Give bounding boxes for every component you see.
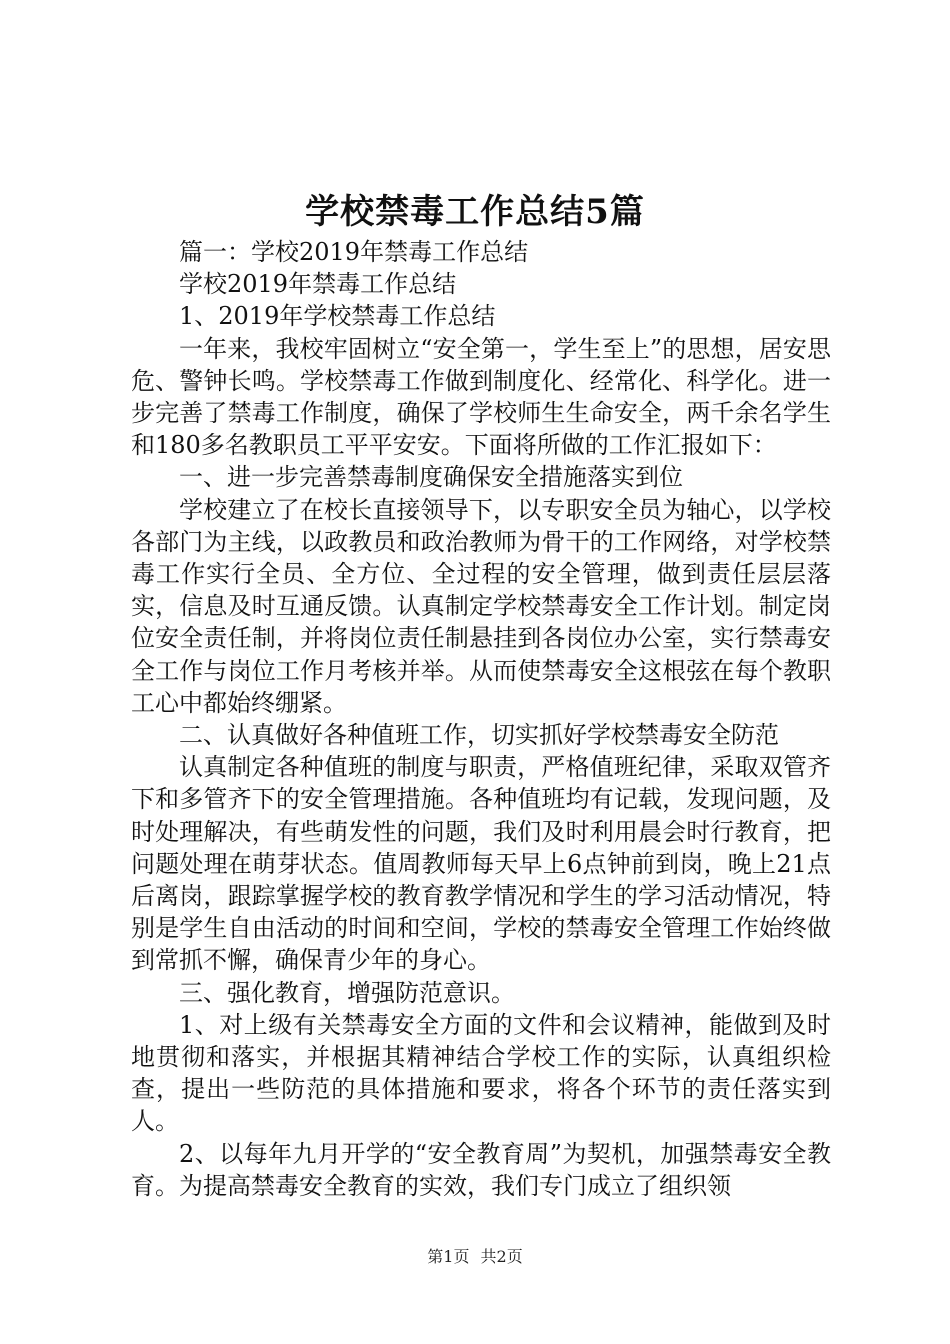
document-body [131,236,831,1202]
paragraph: 认真制定各种值班的制度与职责，严格值班纪律，采取双管齐下和多管齐下的安全管理措施。各种值班均有记载，发现问题，及时处理解决，有些萌发性的问题，我们及时利用晨会时行教育，把问题处理在萌芽状态。值周教师每天早上6点钟前到岗，晚上21点后离岗，跟踪掌握学校的教育教学情况和学生的学习活动情况，特别是学生自由活动的时间和空间，学校的禁毒安全管理工作始终做到常抓不懈，确保青少年的身心。 [131,753,831,975]
paragraph: 学校建立了在校长直接领导下，以专职安全员为轴心，以学校各部门为主线，以政教员和政治教师为骨干的工作网络，对学校禁毒工作实行全员、全方位、全过程的安全管理，做到责任层层落实，信息及时互通反馈。认真制定学校禁毒安全工作计划。制定岗位安全责任制，并将岗位责任制悬挂到各岗位办公室，实行禁毒安全工作与岗位工作月考核并举。从而使禁毒安全这根弦在每个教职工心中都始终绷紧。 [131,495,831,717]
paragraph: 三、强化教育，增强防范意识。 [179,978,515,1007]
paragraph: 一、进一步完善禁毒制度确保安全措施落实到位 [179,463,683,492]
page-number: 第1页 [427,1247,470,1266]
page-footer [0,1244,950,1267]
paragraph: 篇一：学校2019年禁毒工作总结 [179,238,529,266]
paragraph: 学校2019年禁毒工作总结 [179,270,457,299]
paragraph: 二、认真做好各种值班工作，切实抓好学校禁毒安全防范 [179,721,779,750]
paragraph: 2、以每年九月开学的“安全教育周”为契机，加强禁毒安全教育。为提高禁毒安全教育的实效，我们专门成立了组织领 [131,1139,831,1200]
paragraph: 1、2019年学校禁毒工作总结 [179,302,496,331]
document-title: 学校禁毒工作总结5篇 [305,192,645,232]
page-total: 共2页 [480,1247,523,1266]
paragraph: 1、对上级有关禁毒安全方面的文件和会议精神，能做到及时地贯彻和落实，并根据其精神结合学校工作的实际，认真组织检查，提出一些防范的具体措施和要求，将各个环节的责任落实到人。 [131,1010,831,1136]
paragraph: 一年来，我校牢固树立“安全第一，学生至上”的思想，居安思危、警钟长鸣。学校禁毒工作做到制度化、经常化、科学化。进一步完善了禁毒工作制度，确保了学校师生生命安全，两千余名学生和180多名教职员工平平安安。下面将所做的工作汇报如下： [131,334,831,460]
